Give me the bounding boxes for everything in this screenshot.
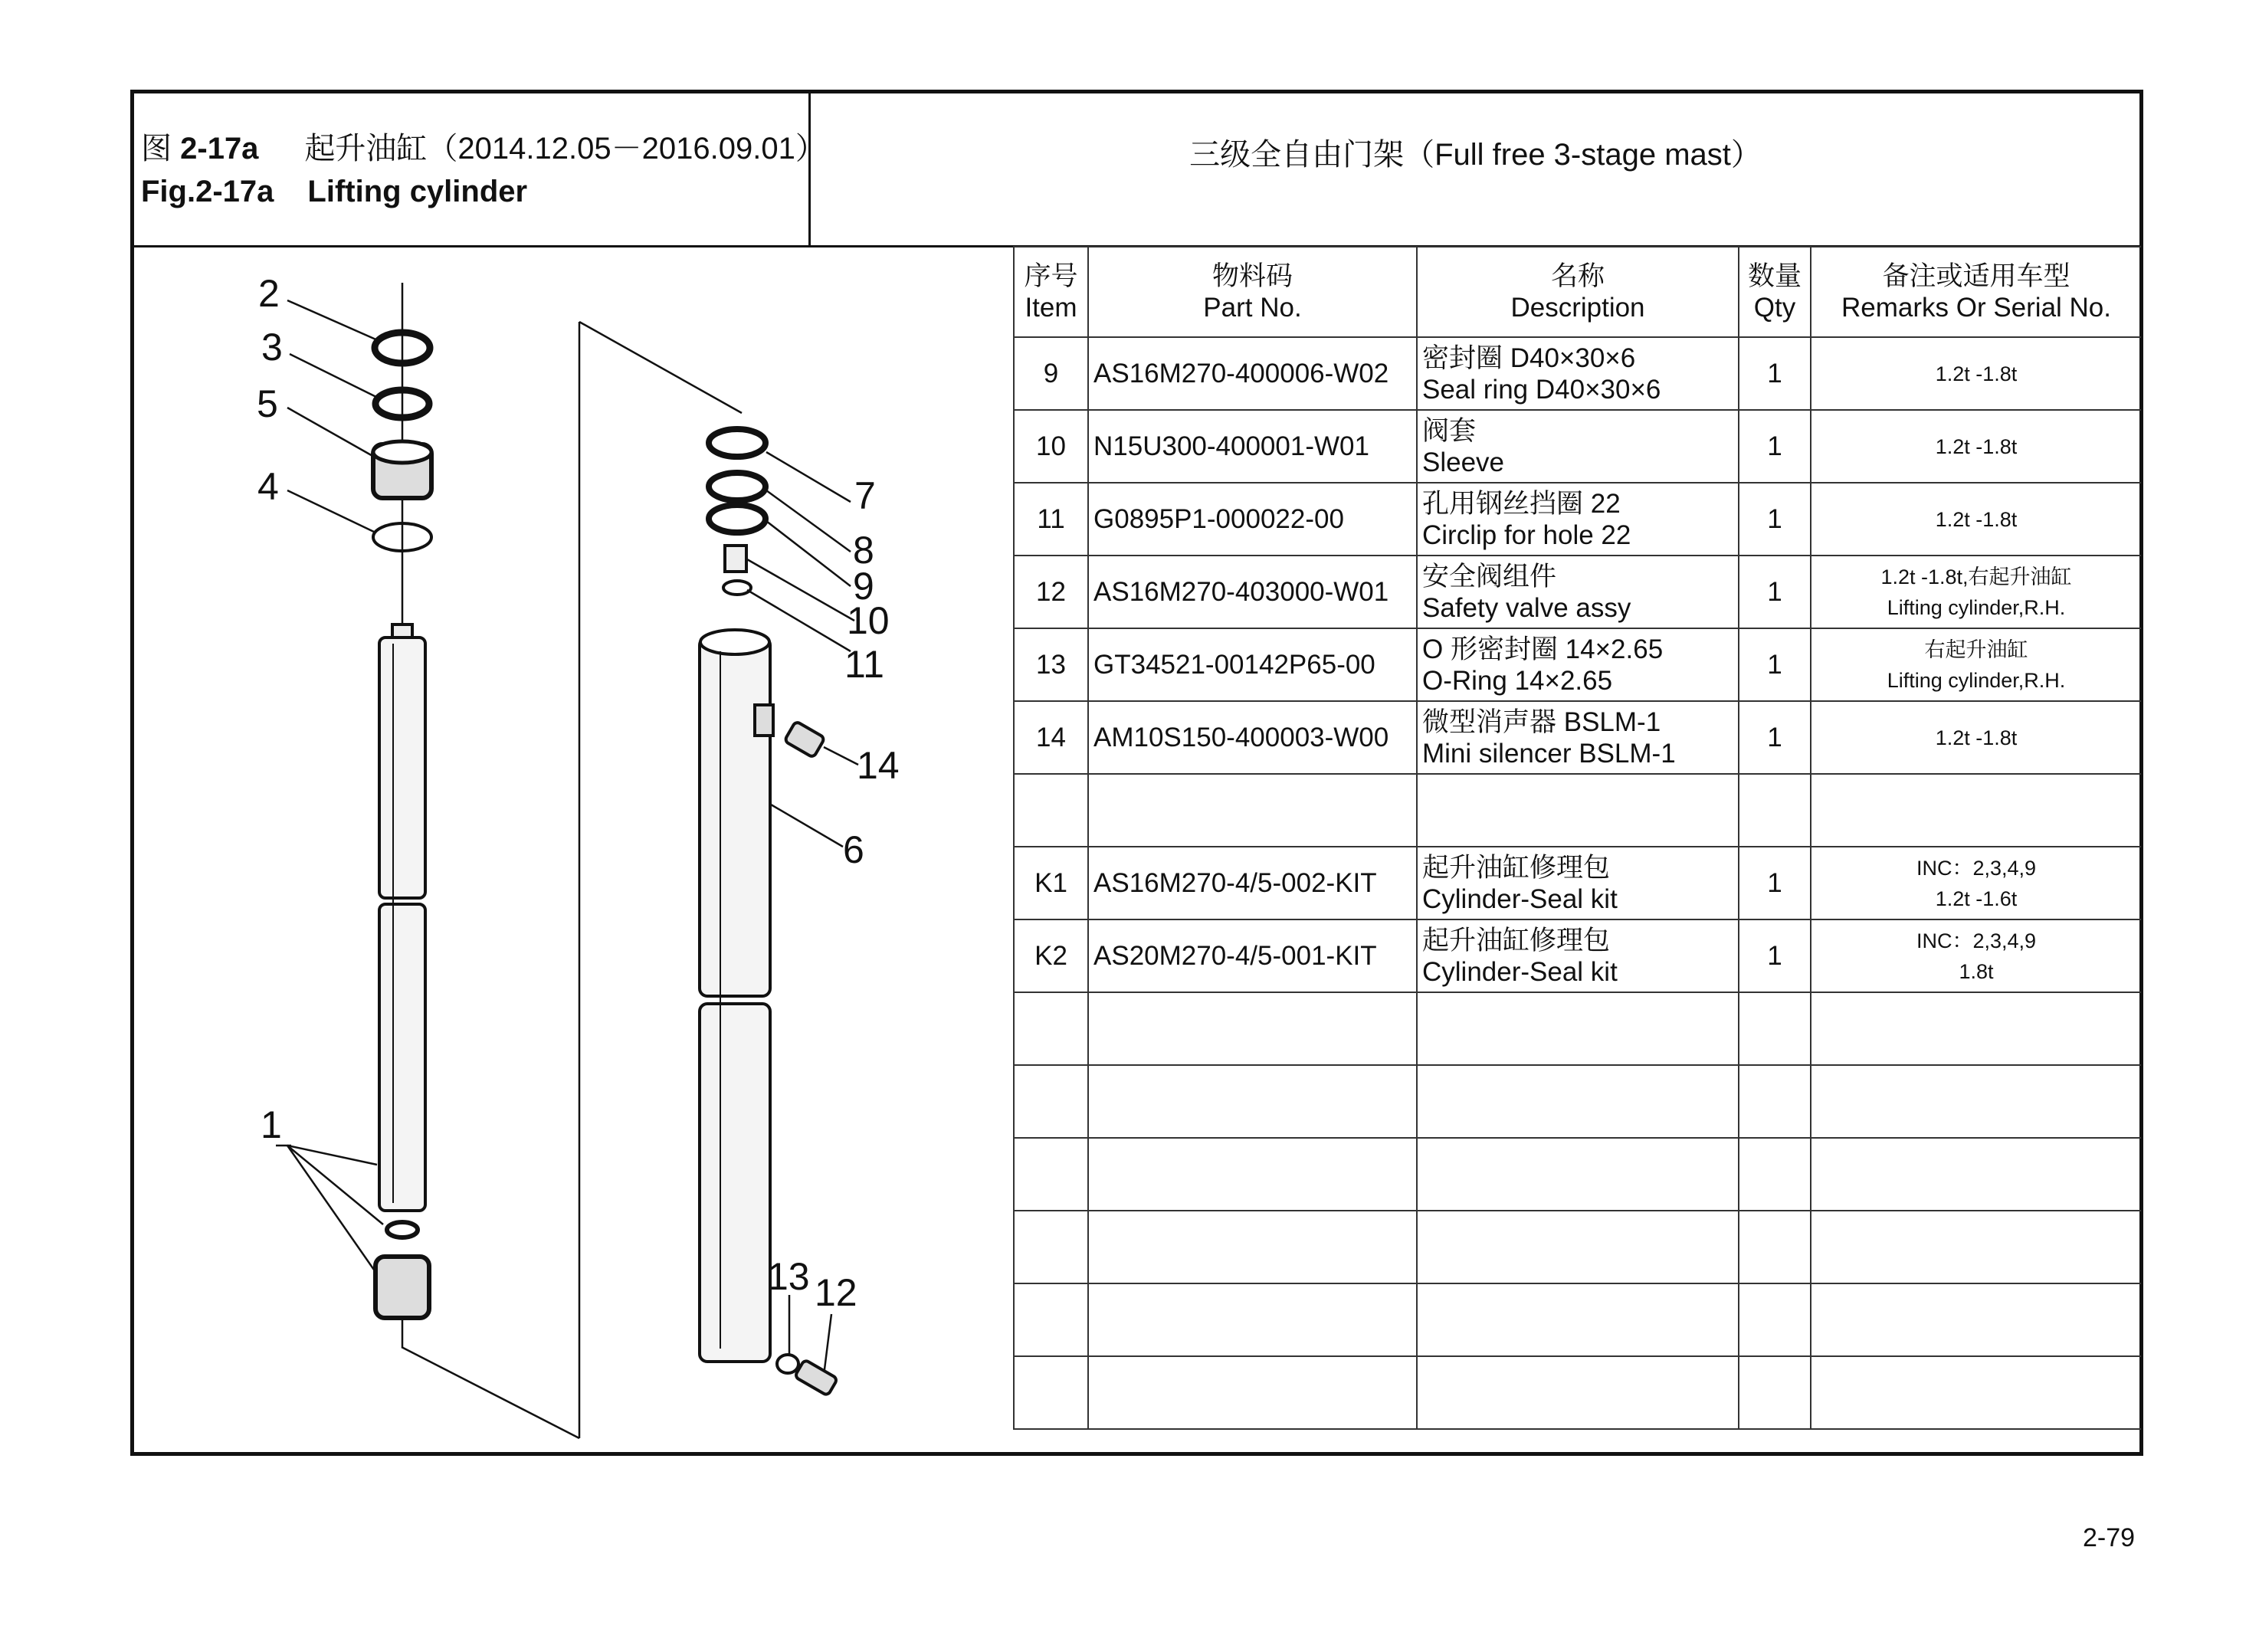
remark-line-1: 1.2t -1.8t xyxy=(1935,726,2018,749)
table-row xyxy=(1014,628,2141,701)
qty-cell: 1 xyxy=(1739,701,1811,774)
desc-cn: 微型消声器 BSLM-1 xyxy=(1422,706,1661,737)
table-row xyxy=(1014,701,2141,774)
part-no-cell: AS16M270-400006-W02 xyxy=(1088,337,1417,410)
ring-8a xyxy=(709,473,766,500)
gland-1 xyxy=(375,1257,429,1318)
description-cell xyxy=(1417,556,1739,628)
callout-14: 14 xyxy=(857,744,900,787)
remark-line-2: Lifting cylinder,R.H. xyxy=(1887,668,2066,692)
desc-en: Cylinder-Seal kit xyxy=(1422,956,1618,987)
header-en: Description xyxy=(1510,293,1645,323)
mast-type: 三级全自由门架（Full free 3-stage mast） xyxy=(1189,138,1762,172)
callout-1: 1 xyxy=(261,1103,282,1146)
empty-row xyxy=(1014,1283,2141,1356)
remark-line-2: Lifting cylinder,R.H. xyxy=(1887,595,2066,619)
safety-valve-12 xyxy=(795,1359,838,1396)
remarks-cell xyxy=(1811,556,2141,628)
fig-prefix: 图 xyxy=(141,132,172,166)
remark-line-1: INC：2,3,4,9 xyxy=(1916,856,2037,880)
item-cell: 14 xyxy=(1014,701,1088,774)
item-cell: 10 xyxy=(1014,410,1088,483)
part-no-cell: G0895P1-000022-00 xyxy=(1088,483,1417,556)
circlip-11 xyxy=(723,581,751,595)
remark-line-1: 1.2t -1.8t xyxy=(1935,434,2018,458)
callout-11: 11 xyxy=(844,643,884,686)
callout-4: 4 xyxy=(257,465,279,508)
title-en: Lifting cylinder xyxy=(307,175,528,208)
table-row xyxy=(1014,919,2141,992)
empty-row xyxy=(1014,1138,2141,1211)
item-cell: K1 xyxy=(1014,847,1088,919)
page-number: 2-79 xyxy=(2083,1523,2136,1552)
ring-7 xyxy=(709,429,766,457)
header-cn: 备注或适用车型 xyxy=(1882,261,2070,291)
piston-rod-1 xyxy=(379,638,425,898)
header-cn: 序号 xyxy=(1024,261,1078,291)
empty-row xyxy=(1014,992,2141,1065)
description-cell xyxy=(1417,410,1739,483)
desc-en: Mini silencer BSLM-1 xyxy=(1422,738,1676,769)
remarks-cell xyxy=(1811,774,2141,847)
parts-table xyxy=(1013,246,2141,1430)
remarks-cell xyxy=(1811,701,2141,774)
table-row xyxy=(1014,410,2141,483)
left-cylinder-parts xyxy=(373,333,431,1318)
column-header xyxy=(1811,247,2141,337)
callout-7: 7 xyxy=(854,474,876,517)
header-en: Remarks Or Serial No. xyxy=(1841,293,2112,323)
remarks-cell xyxy=(1811,919,2141,992)
remark-line-1: INC：2,3,4,9 xyxy=(1916,929,2037,952)
qty-cell: 1 xyxy=(1739,483,1811,556)
description-cell xyxy=(1417,701,1739,774)
table-row xyxy=(1014,337,2141,410)
description-cell xyxy=(1417,628,1739,701)
desc-en: Cylinder-Seal kit xyxy=(1422,883,1618,914)
callout-3: 3 xyxy=(261,326,283,369)
qty-cell: 1 xyxy=(1739,919,1811,992)
part-no-cell xyxy=(1088,774,1417,847)
column-header xyxy=(1088,247,1417,337)
silencer-14 xyxy=(784,721,825,758)
callout-13: 13 xyxy=(767,1255,810,1298)
desc-cn: 起升油缸修理包 xyxy=(1422,925,1611,955)
item-cell: 9 xyxy=(1014,337,1088,410)
table-row xyxy=(1014,483,2141,556)
callout-10: 10 xyxy=(847,599,890,642)
empty-row xyxy=(1014,1065,2141,1138)
qty-cell xyxy=(1739,774,1811,847)
column-header xyxy=(1739,247,1811,337)
desc-cn: O 形密封圈 14×2.65 xyxy=(1422,634,1664,664)
remark-line-2: 1.8t xyxy=(1959,959,1994,983)
item-cell xyxy=(1014,774,1088,847)
callout-5: 5 xyxy=(257,382,278,425)
description-cell xyxy=(1417,919,1739,992)
column-header xyxy=(1014,247,1088,337)
header-cn: 数量 xyxy=(1747,261,1802,291)
callout-2: 2 xyxy=(258,272,280,315)
column-header xyxy=(1417,247,1739,337)
callout-12: 12 xyxy=(815,1271,857,1314)
table-row xyxy=(1014,556,2141,628)
remark-line-1: 右起升油缸 xyxy=(1924,638,2028,661)
empty-row xyxy=(1014,1211,2141,1283)
table-row xyxy=(1014,847,2141,919)
header-cn: 名称 xyxy=(1550,261,1605,291)
fig-en: Fig.2-17a xyxy=(141,175,274,208)
remarks-cell xyxy=(1811,337,2141,410)
desc-cn: 孔用钢丝挡圈 22 xyxy=(1422,488,1621,519)
desc-en: Seal ring D40×30×6 xyxy=(1422,374,1661,405)
remark-line-1: 1.2t -1.8t,右起升油缸 xyxy=(1880,565,2072,588)
desc-cn: 阀套 xyxy=(1422,415,1477,446)
remarks-cell xyxy=(1811,847,2141,919)
desc-cn: 起升油缸修理包 xyxy=(1422,852,1611,883)
qty-cell: 1 xyxy=(1739,556,1811,628)
part-no-cell: AS16M270-403000-W01 xyxy=(1088,556,1417,628)
title-cn: 起升油缸（2014.12.05－2016.09.01） xyxy=(304,132,826,166)
desc-en: Circlip for hole 22 xyxy=(1422,520,1631,550)
desc-cn: 密封圈 D40×30×6 xyxy=(1422,343,1636,373)
header-en: Part No. xyxy=(1203,293,1302,323)
cylinder-tube-6 xyxy=(700,638,770,996)
item-cell: 12 xyxy=(1014,556,1088,628)
empty-row xyxy=(1014,1356,2141,1429)
right-cylinder-parts xyxy=(700,429,838,1396)
item-cell: 11 xyxy=(1014,483,1088,556)
desc-en: Safety valve assy xyxy=(1422,592,1631,623)
part-no-cell: GT34521-00142P65-00 xyxy=(1088,628,1417,701)
callout-9: 9 xyxy=(853,565,874,608)
qty-cell: 1 xyxy=(1739,628,1811,701)
qty-cell: 1 xyxy=(1739,410,1811,483)
description-cell xyxy=(1417,337,1739,410)
desc-cn: 安全阀组件 xyxy=(1422,561,1557,592)
description-cell xyxy=(1417,847,1739,919)
header-en: Qty xyxy=(1753,293,1796,323)
part-no-cell: AS16M270-4/5-002-KIT xyxy=(1088,847,1417,919)
callout-8: 8 xyxy=(853,529,874,572)
qty-cell: 1 xyxy=(1739,847,1811,919)
remark-line-1: 1.2t -1.8t xyxy=(1935,362,2018,385)
description-cell xyxy=(1417,483,1739,556)
item-cell: K2 xyxy=(1014,919,1088,992)
sleeve-10 xyxy=(725,546,746,572)
description-cell xyxy=(1417,774,1739,847)
desc-en: O-Ring 14×2.65 xyxy=(1422,665,1613,696)
part-no-cell: N15U300-400001-W01 xyxy=(1088,410,1417,483)
remarks-cell xyxy=(1811,628,2141,701)
remark-line-2: 1.2t -1.6t xyxy=(1935,887,2018,910)
desc-en: Sleeve xyxy=(1422,447,1505,477)
remarks-cell xyxy=(1811,483,2141,556)
header-en: Item xyxy=(1025,293,1077,323)
ring-8b xyxy=(709,505,766,533)
part-no-cell: AM10S150-400003-W00 xyxy=(1088,701,1417,774)
part-no-cell: AS20M270-4/5-001-KIT xyxy=(1088,919,1417,992)
table-row xyxy=(1014,774,2141,847)
qty-cell: 1 xyxy=(1739,337,1811,410)
item-cell: 13 xyxy=(1014,628,1088,701)
fig-number: 2-17a xyxy=(180,132,259,166)
header-cn: 物料码 xyxy=(1211,261,1293,291)
table-header xyxy=(1014,247,2141,337)
remark-line-1: 1.2t -1.8t xyxy=(1935,507,2018,531)
remarks-cell xyxy=(1811,410,2141,483)
callout-numbers xyxy=(257,272,900,1314)
callout-6: 6 xyxy=(843,828,864,871)
